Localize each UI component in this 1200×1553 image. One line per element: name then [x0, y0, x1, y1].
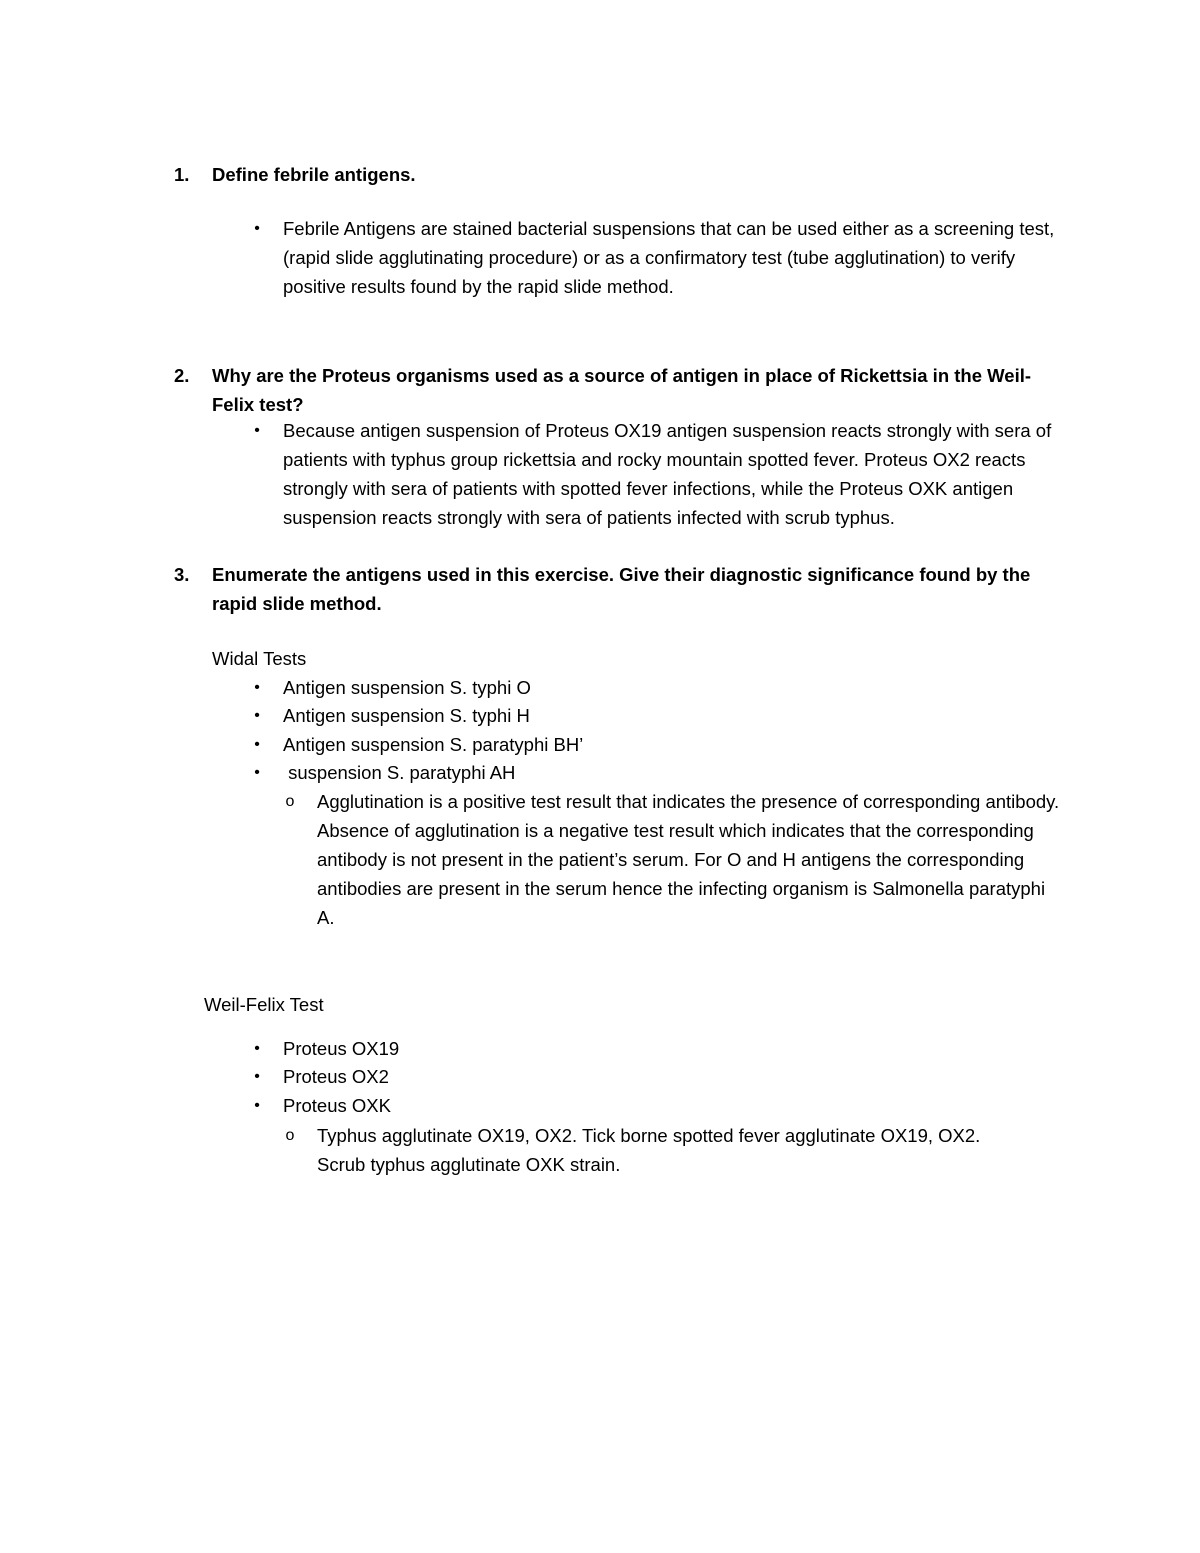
bullet-icon: • — [254, 422, 260, 439]
bullet-icon: • — [254, 707, 260, 724]
widal-item-3: Antigen suspension S. paratyphi BH’ — [283, 734, 584, 755]
weil-felix-item-2: Proteus OX2 — [283, 1066, 389, 1087]
bullet-icon: • — [254, 679, 260, 696]
widal-item-2: Antigen suspension S. typhi H — [283, 705, 530, 726]
question-1-text: Define febrile antigens. — [212, 164, 416, 185]
bullet-icon: • — [254, 220, 260, 237]
widal-heading: Widal Tests — [212, 648, 307, 669]
bullet-icon: • — [254, 1068, 260, 1085]
sub-bullet-icon: o — [285, 793, 295, 810]
weil-felix-note: Typhus agglutinate OX19, OX2. Tick borne spotted fever agglutinate OX19, OX2. Scrub typhus agglutinate OXK strain. — [317, 1125, 981, 1175]
answer-2-text: Because antigen suspension of Proteus OX19 antigen suspension reacts strongly with sera of patients with typhus group rickettsia and rocky mountain spotted fever. Proteus OX2 reacts strongly with sera of patients with spotted fever infections, while the Proteus OXK antigen suspension reacts strongly with sera of patients infected with scrub typhus. — [283, 420, 1052, 528]
widal-item-4: suspension S. paratyphi AH — [283, 762, 516, 783]
widal-item-1: Antigen suspension S. typhi O — [283, 677, 531, 698]
widal-note: Agglutination is a positive test result that indicates the presence of corresponding antibody. Absence of agglutination is a negative test result which indicates that the corresponding antibody is not present in the patient’s serum. For O and H antigens the corresponding antibodies are present in the serum hence the infecting organism is Salmonella paratyphi A. — [317, 791, 1060, 928]
bullet-icon: • — [254, 764, 260, 781]
question-2-number: 2. — [174, 365, 190, 386]
question-2-text: Why are the Proteus organisms used as a source of antigen in place of Rickettsia in the Weil-Felix test? — [212, 365, 1032, 415]
question-3-text: Enumerate the antigens used in this exercise. Give their diagnostic significance found by the rapid slide method. — [212, 564, 1031, 614]
answer-1-text: Febrile Antigens are stained bacterial suspensions that can be used either as a screening test, (rapid slide agglutinating procedure) or as a confirmatory test (tube agglutination) to verify positive results found by the rapid slide method. — [283, 218, 1055, 297]
sub-bullet-icon: o — [285, 1127, 295, 1144]
bullet-icon: • — [254, 1040, 260, 1057]
bullet-icon: • — [254, 1097, 260, 1114]
question-3-number: 3. — [174, 564, 190, 585]
bullet-icon: • — [254, 736, 260, 753]
weil-felix-heading: Weil-Felix Test — [204, 994, 324, 1015]
weil-felix-item-1: Proteus OX19 — [283, 1038, 400, 1059]
weil-felix-item-3: Proteus OXK — [283, 1095, 391, 1116]
question-1-number: 1. — [174, 164, 190, 185]
